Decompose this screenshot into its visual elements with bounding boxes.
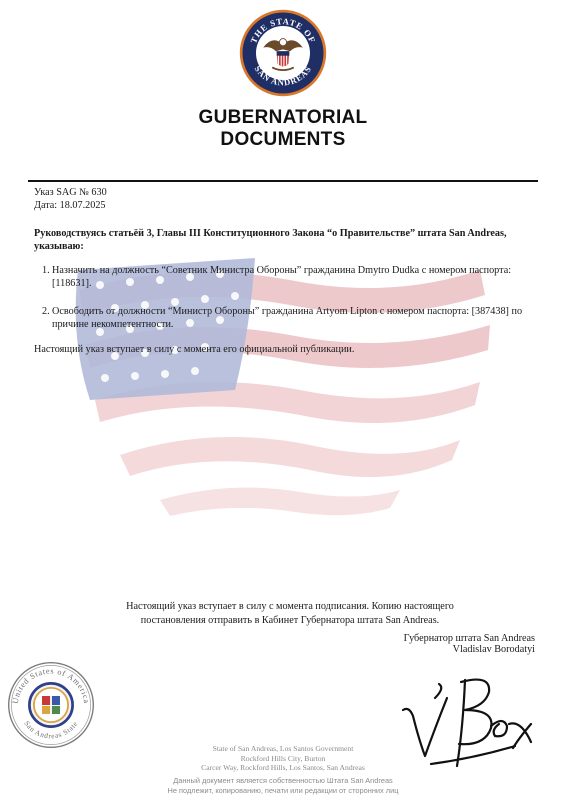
- address-line: State of San Andreas, Los Santos Government: [212, 744, 354, 753]
- signer-name: Vladislav Borodatyi: [452, 644, 535, 655]
- signer-title: Губернатор штата San Andreas: [403, 633, 535, 644]
- svg-text:United States of America: United States of America: [10, 666, 92, 705]
- list-item: [34, 305, 539, 331]
- svg-text:SAN ANDREAS: SAN ANDREAS: [252, 63, 314, 88]
- item-number: 2.: [42, 306, 50, 317]
- address-line: Carcer Way, Rockford Hills, Los Santos, San Andreas: [201, 763, 365, 772]
- item-text: Освободить от должности “Министр Обороны” гражданина Artyom Lipton с номером паспорта: [387438] по причине некомпетентности.: [52, 306, 523, 330]
- title-line-1: GUBERNATORIAL: [198, 107, 368, 128]
- notice-line: Не подлежит, копированию, печати или редакции от сторонних лиц: [167, 785, 399, 795]
- item-text: Назначить на должность “Советник Министра Обороны” гражданина Dmytro Dudka с номером паспорта: [118631].: [52, 265, 512, 289]
- title-line-2: DOCUMENTS: [220, 129, 346, 150]
- header-divider: [28, 180, 538, 182]
- decree-preamble: Руководствуясь статьёй 3, Главы III Конституционного Закона “о Правительстве” штата San Andreas, указываю:: [34, 228, 507, 252]
- document-title: [0, 107, 566, 151]
- footer-notice: [0, 776, 566, 795]
- decree-items: [34, 264, 539, 346]
- notice-line: Данный документ является собственностью Штата San Andreas: [173, 776, 393, 785]
- closing-statement: Настоящий указ вступает в силу с момента подписания. Копию настоящего постановления отправить в Кабинет Губернатора штата San Andreas.: [126, 601, 454, 626]
- svg-text:San Andreas State: San Andreas State: [22, 719, 80, 741]
- footer-address: [0, 744, 566, 773]
- item-number: 1.: [42, 265, 50, 276]
- state-seal-logo: [238, 8, 328, 98]
- address-line: Rockford Hills City, Burton: [240, 753, 326, 763]
- list-item: [34, 264, 539, 290]
- decree-date: Дата: 18.07.2025: [34, 200, 106, 211]
- decree-number: Указ SAG № 630: [34, 187, 107, 198]
- effect-statement: Настоящий указ вступает в силу с момента его официальной публикации.: [34, 344, 355, 355]
- government-stamp: [6, 660, 96, 750]
- svg-text:THE STATE OF: THE STATE OF: [248, 16, 318, 45]
